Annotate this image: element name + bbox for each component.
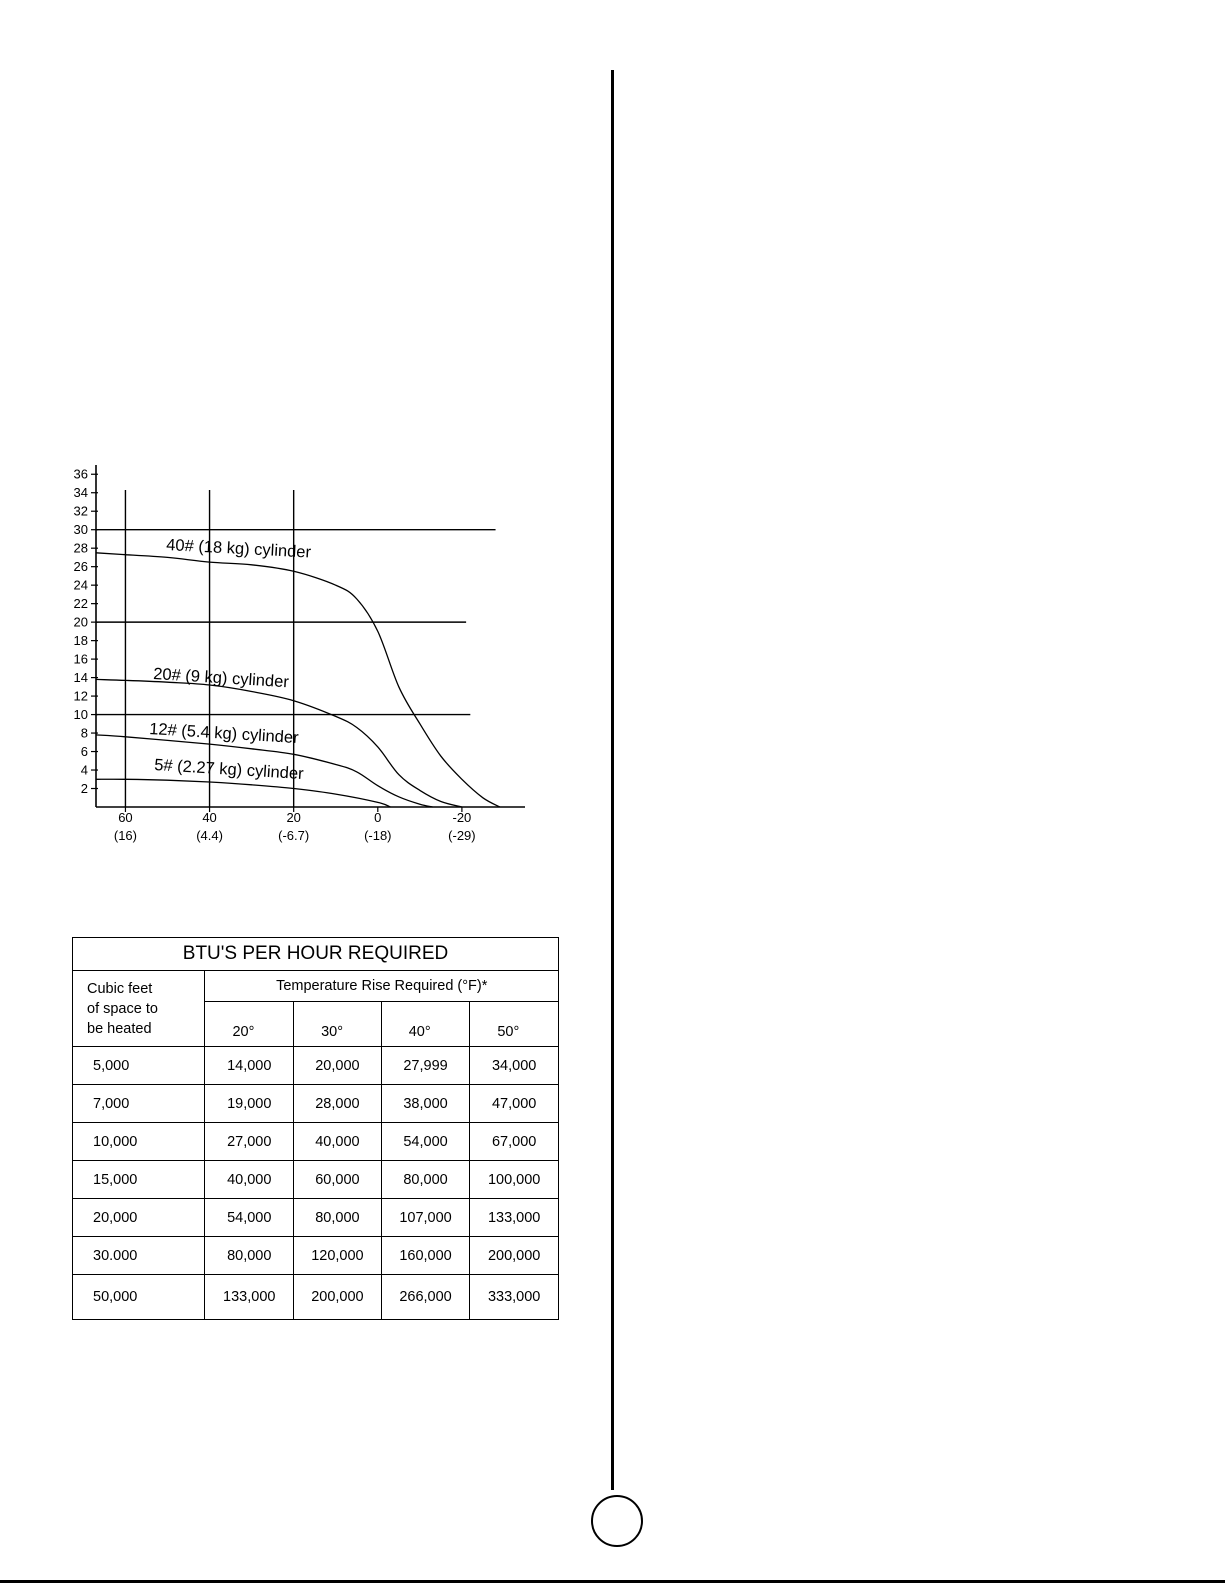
btu-cell: 34,000 — [470, 1047, 559, 1085]
x-tick-sublabel: (-18) — [364, 828, 392, 843]
y-tick-label: 36 — [73, 466, 88, 482]
btu-cell: 14,000 — [205, 1047, 294, 1085]
y-tick-label: 26 — [73, 559, 88, 575]
y-tick-label: 22 — [73, 596, 88, 612]
series-label: 5# (2.27 kg) cylinder — [153, 756, 305, 784]
cubic-feet-cell: 10,000 — [73, 1123, 205, 1161]
temp-header: 40° — [381, 1002, 470, 1047]
y-tick-label: 4 — [80, 762, 88, 778]
temperature-rise-caption: Temperature Rise Required (°F)* — [205, 971, 559, 1002]
y-tick-label: 12 — [73, 688, 88, 704]
btu-cell: 266,000 — [381, 1275, 470, 1320]
btu-cell: 133,000 — [470, 1199, 559, 1237]
btu-cell: 160,000 — [381, 1237, 470, 1275]
cubic-feet-cell: 5,000 — [73, 1047, 205, 1085]
btu-cell: 100,000 — [470, 1161, 559, 1199]
btu-cell: 47,000 — [470, 1085, 559, 1123]
btu-cell: 133,000 — [205, 1275, 294, 1320]
cubic-feet-cell: 50,000 — [73, 1275, 205, 1320]
temp-header: 20° — [205, 1002, 294, 1047]
btu-table — [72, 937, 559, 1320]
cubic-feet-cell: 7,000 — [73, 1085, 205, 1123]
series-line — [96, 779, 390, 807]
btu-cell: 120,000 — [294, 1237, 382, 1275]
btu-cell: 54,000 — [205, 1199, 294, 1237]
table-row — [73, 1275, 559, 1320]
btu-cell: 54,000 — [381, 1123, 470, 1161]
y-tick-label: 10 — [73, 707, 88, 723]
x-tick-sublabel: (-6.7) — [278, 828, 310, 843]
btu-cell: 80,000 — [381, 1161, 470, 1199]
row-header — [73, 971, 205, 1047]
x-tick-label: 20 — [286, 810, 301, 825]
btu-cell: 27,999 — [381, 1047, 470, 1085]
x-tick-label: 40 — [202, 810, 217, 825]
btu-cell: 200,000 — [470, 1237, 559, 1275]
cylinder-vaporization-chart — [0, 0, 612, 900]
x-tick-label: 0 — [374, 810, 382, 825]
table-title: BTU'S PER HOUR REQUIRED — [73, 938, 559, 971]
temp-header: 50° — [470, 1002, 559, 1047]
table-row — [73, 1199, 559, 1237]
btu-cell: 333,000 — [470, 1275, 559, 1320]
y-tick-label: 34 — [73, 485, 88, 501]
x-tick-sublabel: (16) — [113, 828, 138, 843]
cubic-feet-cell: 15,000 — [73, 1161, 205, 1199]
row-header-line: Cubic feet — [87, 981, 153, 997]
btu-cell: 107,000 — [381, 1199, 470, 1237]
table-row — [73, 1123, 559, 1161]
btu-cell: 80,000 — [205, 1237, 294, 1275]
btu-cell: 60,000 — [294, 1161, 382, 1199]
y-tick-label: 14 — [73, 670, 88, 686]
x-tick-label: -20 — [452, 810, 472, 825]
row-header-line: be heated — [87, 1021, 152, 1037]
cubic-feet-cell: 30.000 — [73, 1237, 205, 1275]
y-tick-label: 18 — [73, 633, 88, 649]
btu-cell: 38,000 — [381, 1085, 470, 1123]
series-label: 20# (9 kg) cylinder — [152, 665, 290, 692]
y-tick-label: 30 — [73, 522, 88, 538]
btu-cell: 67,000 — [470, 1123, 559, 1161]
y-tick-label: 24 — [73, 577, 88, 593]
series-label: 40# (18 kg) cylinder — [165, 536, 312, 562]
x-tick-label: 60 — [118, 810, 133, 825]
page-number-circle — [591, 1495, 643, 1547]
y-tick-label: 8 — [80, 725, 88, 741]
y-tick-label: 16 — [73, 651, 88, 667]
btu-cell: 27,000 — [205, 1123, 294, 1161]
btu-cell: 40,000 — [205, 1161, 294, 1199]
series-label: 12# (5.4 kg) cylinder — [148, 720, 300, 748]
btu-cell: 200,000 — [294, 1275, 382, 1320]
btu-cell: 19,000 — [205, 1085, 294, 1123]
table-row — [73, 1161, 559, 1199]
temp-header: 30° — [294, 1002, 382, 1047]
y-tick-label: 32 — [73, 503, 88, 519]
bottom-rule — [0, 1580, 1225, 1583]
x-tick-sublabel: (-29) — [448, 828, 476, 843]
table-row — [73, 1085, 559, 1123]
btu-cell: 80,000 — [294, 1199, 382, 1237]
table-row — [73, 1237, 559, 1275]
row-header-line: of space to — [87, 1001, 158, 1017]
table-row — [73, 1047, 559, 1085]
btu-cell: 20,000 — [294, 1047, 382, 1085]
cubic-feet-cell: 20,000 — [73, 1199, 205, 1237]
btu-cell: 40,000 — [294, 1123, 382, 1161]
y-tick-label: 20 — [73, 614, 88, 630]
y-tick-label: 6 — [80, 744, 88, 760]
y-tick-label: 28 — [73, 540, 88, 556]
y-tick-label: 2 — [80, 781, 88, 797]
x-tick-sublabel: (4.4) — [196, 828, 223, 843]
btu-cell: 28,000 — [294, 1085, 382, 1123]
